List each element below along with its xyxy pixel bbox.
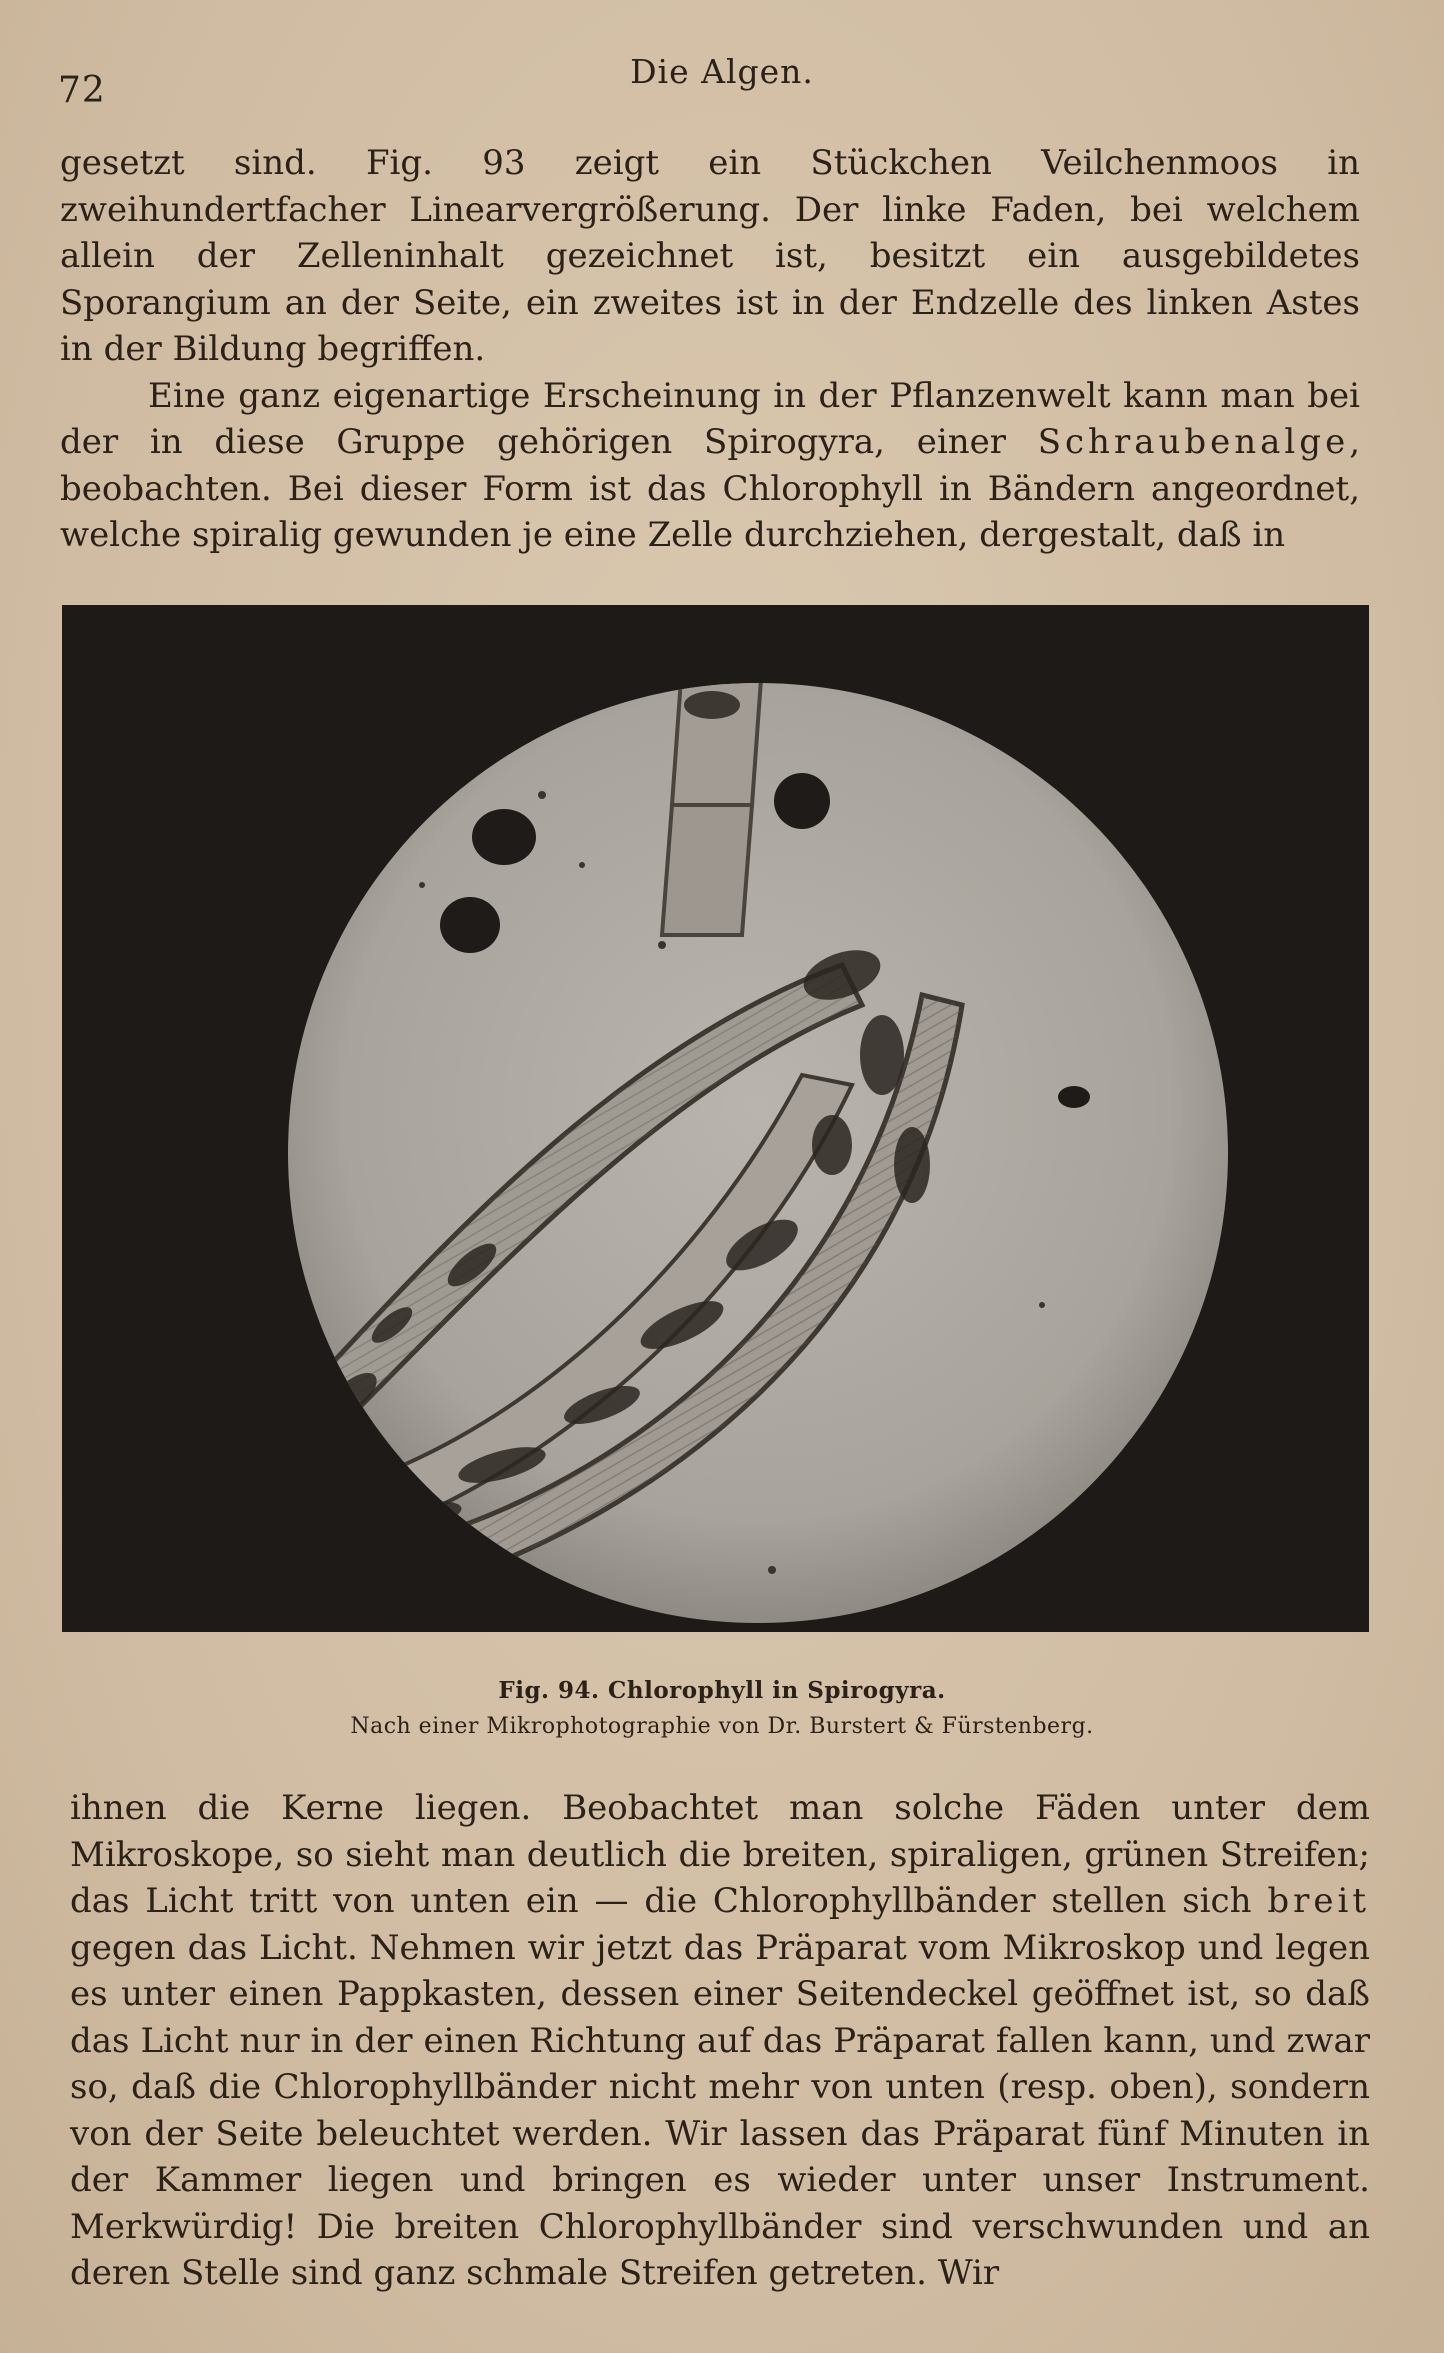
paragraph-kerne — [70, 1785, 1370, 2297]
spaced-term: Schraubenalge — [1037, 422, 1350, 462]
paragraph-veilchenmoos: gesetzt sind. Fig. 93 zeigt ein Stückchen Veilchenmoos in zweihundertfacher Linearvergrößerung. Der linke Faden, bei welchem allein der Zelleninhalt gezeichnet ist, besitzt ein ausgebildetes Sporangium an der Seite, ein zweites ist in der Endzelle des linken Astes in der Bildung begriffen. — [60, 143, 1360, 369]
text-run: , beobachten. Bei dieser Form ist das Chlorophyll in Bändern angeordnet, welche spiralig gewunden je eine Zelle durchziehen, dergestalt, daß in — [60, 422, 1360, 555]
figure-caption-credit: Nach einer Mikrophotographie von Dr. Burstert & Fürstenberg. — [350, 1714, 1094, 1739]
bottom-text-block — [70, 1785, 1370, 2297]
top-text-block — [60, 140, 1360, 559]
text-run: Eine ganz eigenartige Erscheinung in der Pflanzenwelt kann man bei der in diese Gruppe gehörigen Spirogyra, einer — [60, 375, 1360, 462]
micrograph-image — [62, 605, 1369, 1632]
text-run: gegen das Licht. Nehmen wir jetzt das Präparat vom Mikroskop und legen es unter einen Pappkasten, dessen einer Seitendeckel geöffnet ist, so daß das Licht nur in der einen Richtung auf das Präparat fallen kann, und zwar so, daß die Chlorophyllbänder nicht mehr von unten (resp. oben), sondern von der Seite beleuchtet werden. Wir lassen das Präparat fünf Minuten in der Kammer liegen und bringen es wieder unter unser Instrument. Merkwürdig! Die breiten Chlorophyllbänder sind verschwunden und an deren Stelle sind ganz schmale Streifen getreten. Wir — [70, 1927, 1370, 2293]
spaced-term: breit — [1267, 1881, 1370, 1921]
paragraph-spirogyra — [60, 373, 1360, 559]
figure-caption-title: Fig. 94. Chlorophyll in Spirogyra. — [498, 1677, 946, 1704]
text-run: ihnen die Kerne liegen. Beobachtet man solche Fäden unter dem Mikroskope, so sieht man deutlich die breiten, spiraligen, grünen Streifen; das Licht tritt von unten ein — die Chlorophyllbänder stellen sich — [70, 1788, 1370, 1921]
page-number: 72 — [58, 70, 106, 111]
micrograph-figure — [62, 605, 1369, 1632]
running-head: Die Algen. — [630, 52, 814, 91]
